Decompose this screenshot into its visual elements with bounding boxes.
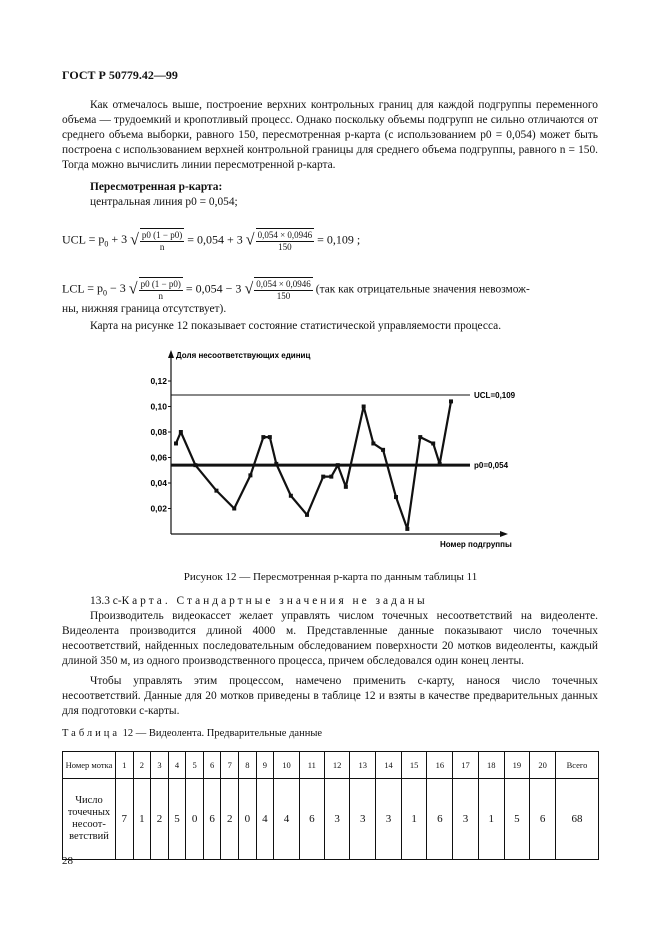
data-point — [438, 462, 442, 466]
y-tick-label: 0,02 — [150, 503, 167, 514]
center-line-label: p0=0,054 — [474, 461, 509, 471]
lcl-mid: = 0,054 − 3 — [185, 281, 242, 296]
ucl-label: UCL — [62, 232, 86, 247]
lcl-formula: LCL = $p_0 - 3$ √ $\frac{p0 (1 - p0)}{n}$ = 0,054 − 3 √ $\frac{0,054 \times 0,0946}{150}$ (так как отрицательные значения невозмож- — [62, 279, 530, 301]
table-caption-prefix: Таблица — [62, 728, 121, 739]
table-caption — [62, 726, 598, 741]
header-number-cell: 8 — [239, 752, 257, 779]
y-axis-label: Доля несоответствующих единиц — [176, 351, 311, 360]
value-cell: 3 — [453, 779, 479, 860]
header-number-cell: 17 — [453, 752, 479, 779]
header-number-cell: 4 — [168, 752, 186, 779]
data-point — [261, 435, 265, 439]
data-point — [381, 448, 385, 452]
header-number-cell: 1 — [116, 752, 134, 779]
ucl-fraction-numerator: p0 (1 − p0) — [141, 230, 183, 240]
ucl-result: = 0,109 ; — [317, 232, 361, 247]
header-number-cell: 5 — [186, 752, 204, 779]
header-number-cell: 16 — [427, 752, 453, 779]
revised-heading: Пересмотренная p-карта: — [90, 181, 223, 193]
paragraph-video: Производитель видеокассет желает управлять числом точечных несоответствий на видеоленте. Видеолента производится длиной 4000 м. Представленные данные показывают число точечных несоответствий, найденных последовательным обследованием поверхности 20 мотков видеоленты, каждый длиной 350 м, из одного производственного процесса, причем обследовался один конец ленты. — [62, 610, 598, 667]
lcl-value-denominator: 150 — [276, 291, 291, 301]
x-axis-arrow-icon — [500, 531, 508, 537]
data-point — [305, 513, 309, 517]
data-point — [289, 494, 293, 498]
data-point — [193, 463, 197, 467]
header-number-cell: 18 — [478, 752, 504, 779]
value-cell: 4 — [256, 779, 274, 860]
ucl-value-denominator: 150 — [278, 242, 292, 252]
section-heading — [62, 594, 598, 609]
value-cell: 6 — [427, 779, 453, 860]
data-point — [362, 405, 366, 409]
ucl-formula: UCL = $p_0 + 3$ √ $\frac{p0 (1 - p0)}{n}$ = 0,054 + 3 √ $\frac{0,054 \times 0,0946}{150}$ = 0,109 ; — [62, 230, 361, 252]
value-cell: 2 — [151, 779, 169, 860]
total-value-cell: 68 — [556, 779, 599, 860]
value-cell: 1 — [401, 779, 427, 860]
row-label-cell: Число точечных несоот-ветствий — [63, 779, 116, 860]
header-number-cell: 11 — [299, 752, 324, 779]
value-cell: 3 — [376, 779, 402, 860]
y-tick-label: 0,12 — [150, 376, 167, 386]
value-cell: 3 — [324, 779, 350, 860]
value-cell: 4 — [274, 779, 300, 860]
lcl-fraction-denominator: n — [158, 291, 163, 301]
header-label-cell: Номер мотка — [63, 752, 116, 779]
lcl-value-numerator: 0,054 × 0,0946 — [256, 279, 311, 289]
section-title: Карта. Стандартные значения не заданы — [121, 595, 428, 607]
paragraph-intro: Как отмечалось выше, построение верхних контрольных границ для каждой подгруппы переменного объема — трудоемкий и кропотливый процесс. Однако поскольку объемы подгрупп не сильно отличаются от среднего объема выборки, равного 150, пересмотренная p-карта (с использованием p0 = 0,054) может быть построена с использованием верхней контрольной границы для среднего объема подгруппы, равного n = 150. Тогда можно вычислить линии пересмотренной p-карта. — [62, 99, 598, 171]
table-caption-rest: 12 — Видеолента. Предварительные данные — [122, 728, 323, 739]
y-axis-arrow-icon — [168, 350, 174, 358]
data-point — [248, 473, 252, 477]
header-number-cell: 9 — [256, 752, 274, 779]
y-tick-label: 0,04 — [150, 478, 167, 488]
data-point — [431, 441, 435, 445]
value-cell: 2 — [221, 779, 239, 860]
value-cell: 5 — [168, 779, 186, 860]
data-point — [449, 399, 453, 403]
header-number-cell: 14 — [376, 752, 402, 779]
header-number-cell: 19 — [504, 752, 530, 779]
y-tick-label: 0,10 — [150, 401, 167, 412]
value-cell: 3 — [350, 779, 376, 860]
data-point — [268, 435, 272, 439]
figure-caption: Рисунок 12 — Пересмотренная p-карта по данным таблицы 11 — [183, 571, 478, 583]
value-cell: 5 — [504, 779, 530, 860]
data-point — [371, 441, 375, 445]
value-cell: 1 — [478, 779, 504, 860]
data-point — [214, 489, 218, 493]
ucl-mid: = 0,054 + 3 — [187, 232, 243, 247]
header-number-cell: 10 — [274, 752, 300, 779]
table-value-row — [63, 779, 599, 860]
header-number-cell: 7 — [221, 752, 239, 779]
data-point — [405, 527, 409, 531]
ucl-label: UCL=0,109 — [474, 391, 516, 401]
page-number: 28 — [62, 855, 73, 867]
data-point — [418, 435, 422, 439]
header-number-cell: 12 — [324, 752, 350, 779]
paragraph-chart-intro: Карта на рисунке 12 показывает состояние статистической управляемости процесса. — [90, 320, 502, 332]
value-cell: 0 — [239, 779, 257, 860]
value-cell: 6 — [299, 779, 324, 860]
data-point — [232, 507, 236, 511]
ucl-fraction-denominator: n — [159, 242, 165, 252]
data-point — [336, 463, 340, 467]
data-point — [179, 430, 183, 434]
central-line-text: центральная линия p0 = 0,054; — [90, 196, 238, 208]
value-cell: 7 — [116, 779, 134, 860]
data-table — [62, 751, 599, 860]
table-header-row — [63, 752, 599, 779]
header-number-cell: 3 — [151, 752, 169, 779]
value-cell: 0 — [186, 779, 204, 860]
x-axis-label: Номер подгруппы — [440, 540, 512, 549]
header-number-cell: 13 — [350, 752, 376, 779]
header-number-cell: 6 — [203, 752, 221, 779]
data-point — [174, 441, 178, 445]
lcl-fraction-numerator: p0 (1 − p0) — [140, 279, 181, 289]
document-header: ГОСТ Р 50779.42—99 — [62, 68, 178, 82]
header-number-cell: 2 — [133, 752, 151, 779]
value-cell: 6 — [203, 779, 221, 860]
lcl-note-continued: ны, нижняя граница отсутствует). — [62, 303, 227, 315]
y-tick-label: 0,06 — [150, 452, 167, 463]
header-number-cell: 15 — [401, 752, 427, 779]
paragraph-c-chart: Чтобы управлять этим процессом, намечено применить c-карту, нанося число точечных несоответствий. Данные для 20 мотков приведены в таблице 12 и взяты в качестве предварительных данных для подготовки c-карты. — [62, 675, 598, 717]
header-total-cell: Всего — [556, 752, 599, 779]
section-number: 13.3 c- — [90, 595, 122, 607]
lcl-note: (так как отрицательные значения невозмож- — [315, 283, 530, 296]
data-point — [321, 475, 325, 479]
data-point — [344, 485, 348, 489]
header-number-cell: 20 — [530, 752, 556, 779]
ucl-value-numerator: 0,054 × 0,0946 — [257, 230, 313, 240]
data-point — [394, 495, 398, 499]
value-cell: 6 — [530, 779, 556, 860]
data-point — [274, 462, 278, 466]
y-tick-label: 0,08 — [150, 427, 167, 437]
lcl-label: LCL — [62, 281, 85, 296]
data-point — [329, 475, 333, 479]
value-cell: 1 — [133, 779, 151, 860]
